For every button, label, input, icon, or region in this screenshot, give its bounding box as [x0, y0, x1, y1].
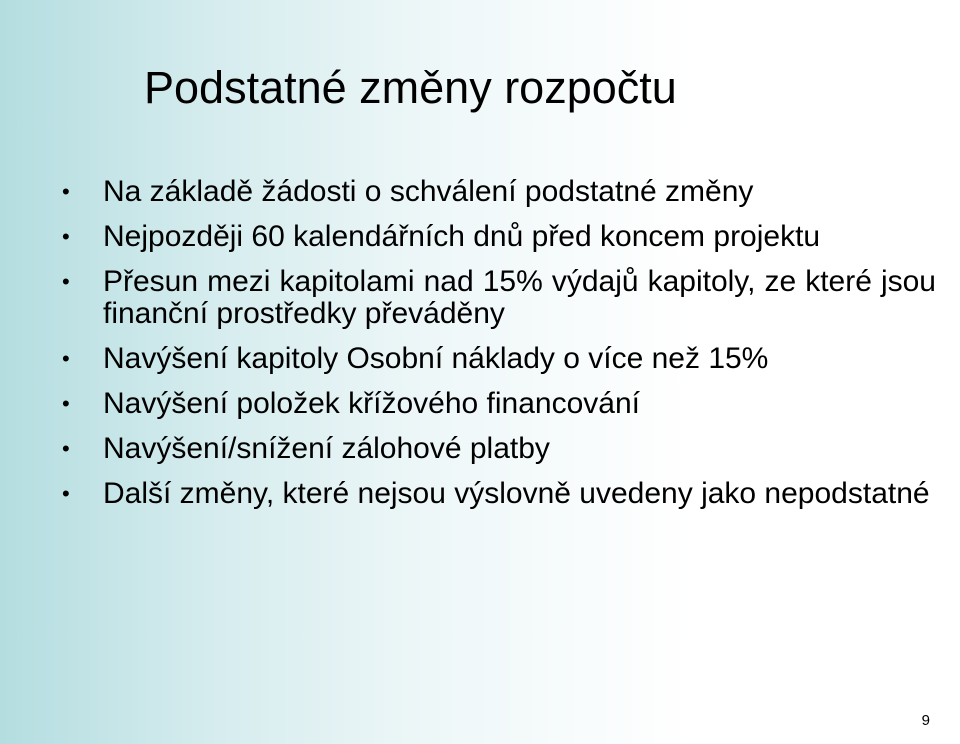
bullet-dot-icon: • — [62, 436, 70, 461]
bullet-list — [62, 176, 936, 523]
bullet-dot-icon: • — [62, 481, 70, 506]
bullet-text: Navýšení/snížení zálohové platby — [103, 432, 550, 465]
bullet-text: Další změny, které nejsou výslovně uvedeny jako nepodstatné — [103, 477, 930, 510]
bullet-dot-icon: • — [62, 346, 70, 371]
bullet-dot-icon: • — [62, 179, 70, 204]
bullet-dot-icon: • — [62, 224, 70, 249]
bullet-text: Navýšení kapitoly Osobní náklady o více než 15% — [103, 342, 769, 375]
bullet-dot-icon: • — [62, 391, 70, 416]
bullet-item — [62, 343, 936, 375]
bullet-item — [62, 266, 936, 330]
bullet-text: Nejpozději 60 kalendářních dnů před koncem projektu — [103, 220, 821, 253]
bullet-item — [62, 221, 936, 253]
bullet-item — [62, 478, 936, 510]
bullet-item — [62, 433, 936, 465]
slide-title: Podstatné změny rozpočtu — [144, 62, 677, 113]
bullet-item — [62, 388, 936, 420]
bullet-text: Na základě žádosti o schválení podstatné změny — [103, 175, 754, 208]
bullet-dot-icon: • — [62, 269, 70, 294]
bullet-item — [62, 176, 936, 208]
page-number: 9 — [921, 712, 930, 729]
bullet-text: Přesun mezi kapitolami nad 15% výdajů kapitoly, ze které jsou finanční prostředky převáděny — [103, 265, 936, 330]
bullet-text: Navýšení položek křížového financování — [103, 387, 640, 420]
